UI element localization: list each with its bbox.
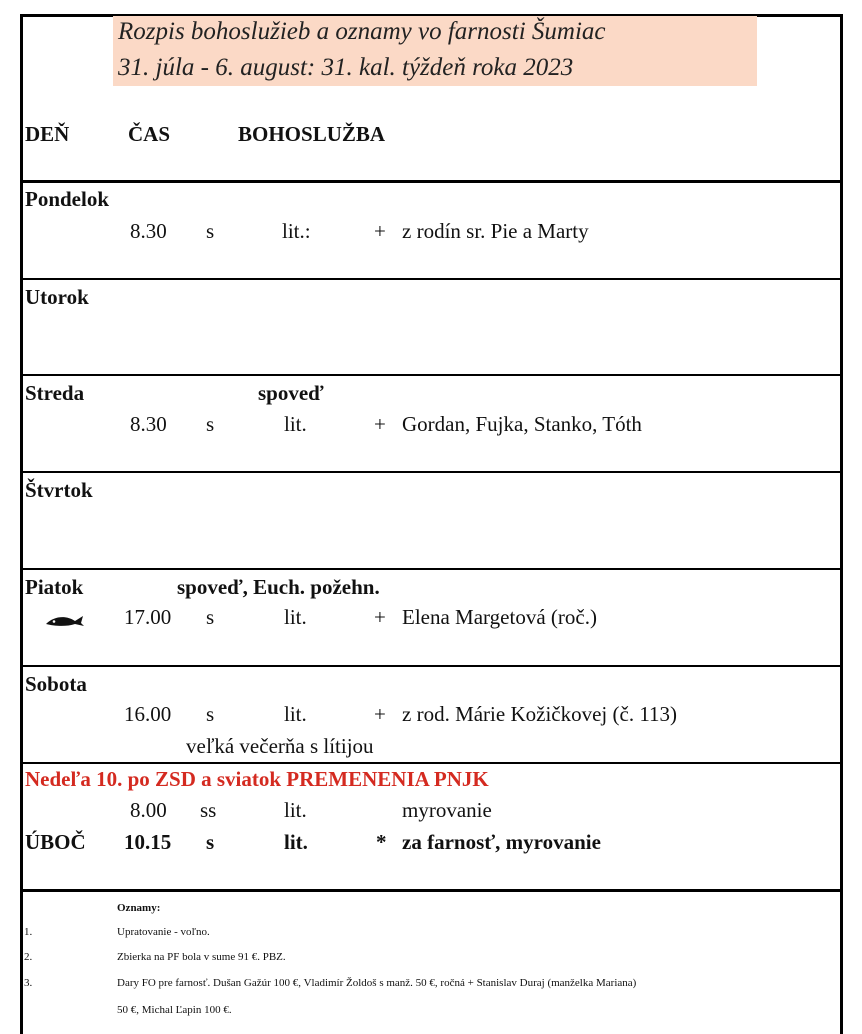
wednesday-intention: Gordan, Fujka, Stanko, Tóth — [402, 412, 642, 436]
divider — [20, 665, 843, 667]
divider — [20, 374, 843, 376]
monday-intention: z rodín sr. Pie a Marty — [402, 219, 589, 243]
monday-mark: + — [374, 219, 386, 243]
sunday-lit-1: lit. — [284, 798, 307, 822]
saturday-extra: veľká večerňa s lítijou — [186, 734, 374, 758]
saturday-time: 16.00 — [124, 702, 172, 726]
wednesday-note: spoveď — [258, 381, 324, 405]
header-day: DEŇ — [25, 122, 70, 146]
saturday-mark: + — [374, 702, 386, 726]
monday-lit: lit.: — [282, 219, 311, 243]
day-saturday: Sobota — [25, 672, 87, 696]
schedule-frame — [20, 14, 843, 1034]
monday-time: 8.30 — [130, 219, 167, 243]
divider — [20, 471, 843, 473]
header-service: BOHOSLUŽBA — [238, 122, 386, 146]
announcement-text-1: Upratovanie - voľno. — [117, 926, 210, 938]
divider — [20, 762, 843, 764]
friday-intention: Elena Margetová (roč.) — [402, 605, 597, 629]
announcement-num-3: 3. — [24, 977, 33, 989]
divider — [20, 278, 843, 280]
day-thursday: Štvrtok — [25, 478, 93, 502]
divider — [20, 180, 843, 183]
sunday-mark-2: * — [376, 830, 387, 854]
friday-note: spoveď, Euch. požehn. — [177, 575, 380, 599]
sunday-intention-2: za farnosť, myrovanie — [402, 830, 601, 854]
wednesday-type: s — [206, 412, 215, 436]
sunday-time-1: 8.00 — [130, 798, 167, 822]
announcement-num-2: 2. — [24, 951, 33, 963]
friday-time: 17.00 — [124, 605, 172, 629]
saturday-intention: z rod. Márie Kožičkovej (č. 113) — [402, 702, 678, 726]
announcement-text-2: Zbierka na PF bola v sume 91 €. PBZ. — [117, 951, 286, 963]
saturday-type: s — [206, 702, 215, 726]
announcements-heading: Oznamy: — [117, 902, 161, 914]
day-tuesday: Utorok — [25, 285, 89, 309]
friday-type: s — [206, 605, 215, 629]
day-wednesday: Streda — [25, 381, 85, 405]
monday-type: s — [206, 219, 215, 243]
sunday-type-2: s — [206, 830, 215, 854]
friday-lit: lit. — [284, 605, 307, 629]
announcement-num-1: 1. — [24, 926, 33, 938]
divider — [20, 889, 843, 892]
title-line-1: Rozpis bohoslužieb a oznamy vo farnosti Šumiac — [118, 18, 606, 45]
sunday-type-1: ss — [200, 798, 217, 822]
sunday-lit-2: lit. — [284, 830, 308, 854]
divider — [20, 568, 843, 570]
announcement-continuation: 50 €, Michal Ľapin 100 €. — [117, 1004, 232, 1016]
sunday-time-2: 10.15 — [124, 830, 172, 854]
announcement-text-3: Dary FO pre farnosť. Dušan Gažúr 100 €, Vladimír Žoldoš s manž. 50 €, ročná + Stanislav Duraj (manželka Mariana) — [117, 977, 637, 989]
day-sunday: Nedeľa 10. po ZSD a sviatok PREMENENIA PNJK — [25, 767, 489, 791]
title-line-2: 31. júla - 6. august: 31. kal. týždeň roka 2023 — [118, 54, 574, 81]
fish-symbol-icon — [44, 612, 86, 628]
wednesday-mark: + — [374, 412, 386, 436]
saturday-lit: lit. — [284, 702, 307, 726]
sunday-place-2: ÚBOČ — [25, 830, 86, 854]
friday-mark: + — [374, 605, 386, 629]
sunday-intention-1: myrovanie — [402, 798, 492, 822]
day-friday: Piatok — [25, 575, 84, 599]
wednesday-time: 8.30 — [130, 412, 167, 436]
day-monday: Pondelok — [25, 187, 110, 211]
header-time: ČAS — [128, 122, 171, 146]
wednesday-lit: lit. — [284, 412, 307, 436]
